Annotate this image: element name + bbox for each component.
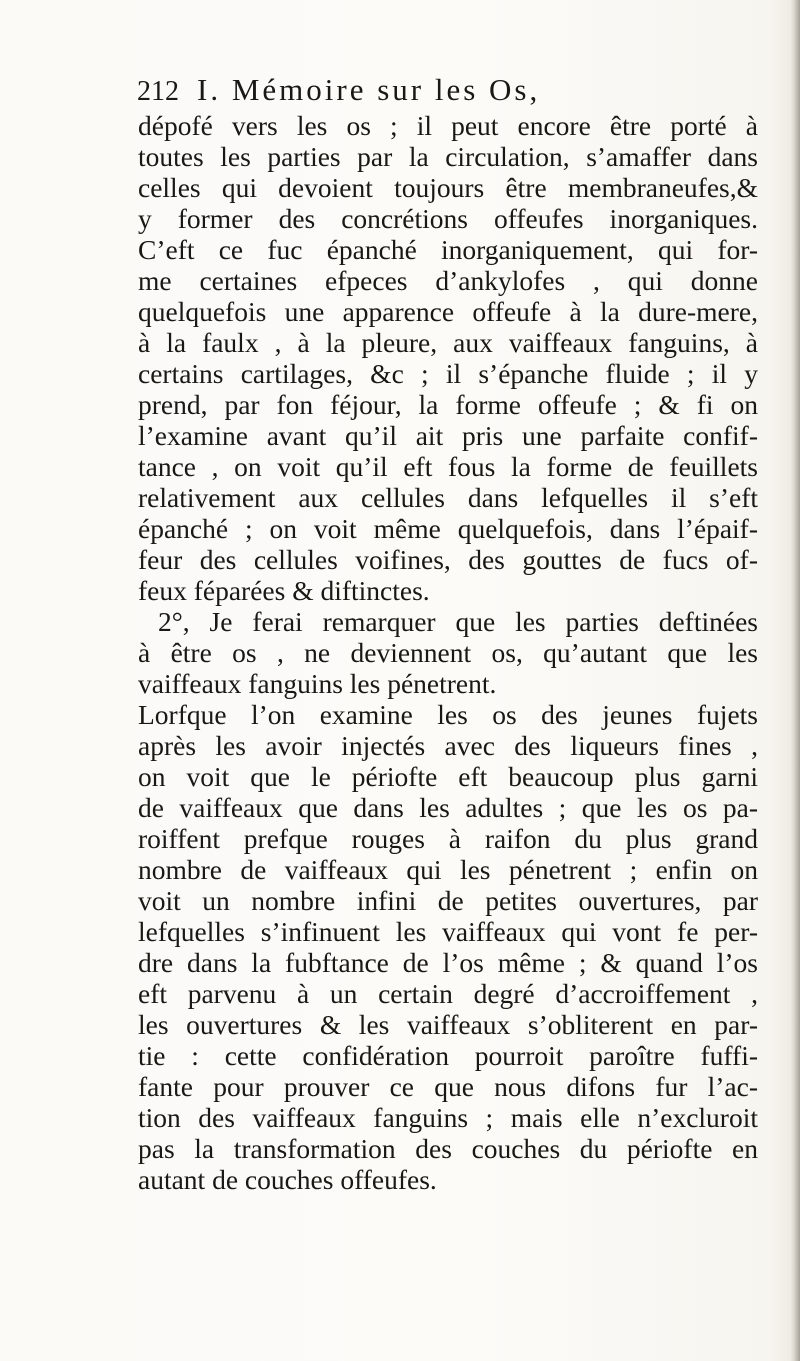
text-line: l’examine avant qu’il ait pris une parfaite confif- (138, 420, 758, 451)
body-text (138, 110, 758, 1195)
running-title: I. Mémoire sur les Os, (197, 72, 541, 107)
text-line: quelquefois une apparence offeufe à la dure-mere, (138, 296, 758, 327)
text-line: toutes les parties par la circulation, s’amaffer dans (138, 141, 758, 172)
text-line: on voit que le périofte eft beaucoup plus garni (138, 761, 758, 792)
text-line: voit un nombre infini de petites ouvertures, par (138, 885, 758, 916)
text-line: eft parvenu à un certain degré d’accroiffement , (138, 978, 758, 1009)
text-line: y former des concrétions offeufes inorganiques. (138, 203, 758, 234)
text-line: prend, par fon féjour, la forme offeufe ; & fi on (138, 389, 758, 420)
text-line: roiffent prefque rouges à raifon du plus grand (138, 823, 758, 854)
text-line: fante pour prouver ce que nous difons fur l’ac- (138, 1071, 758, 1102)
text-line: lefquelles s’infinuent les vaiffeaux qui vont fe per- (138, 916, 758, 947)
text-line: nombre de vaiffeaux qui les pénetrent ; enfin on (138, 854, 758, 885)
text-line: dépofé vers les os ; il peut encore être porté à (138, 110, 758, 141)
page-binding-shadow (790, 0, 800, 1361)
text-line: épanché ; on voit même quelquefois, dans l’épaif- (138, 513, 758, 544)
text-line: dre dans la fubftance de l’os même ; & quand l’os (138, 947, 758, 978)
text-line: pas la transformation des couches du périofte en (138, 1133, 758, 1164)
text-line: feux féparées & diftinctes. (138, 575, 430, 606)
text-line: autant de couches offeufes. (138, 1164, 437, 1195)
text-line: de vaiffeaux que dans les adultes ; que les os pa- (138, 792, 758, 823)
text-line: à la faulx , à la pleure, aux vaiffeaux fanguins, à (138, 327, 758, 358)
text-line: vaiffeaux fanguins les pénetrent. (138, 668, 497, 699)
text-line: à être os , ne deviennent os, qu’autant que les (138, 637, 758, 668)
text-line: tion des vaiffeaux fanguins ; mais elle n’excluroit (138, 1102, 758, 1133)
text-line: C’eft ce fuc épanché inorganiquement, qui for- (138, 234, 758, 265)
text-line: certains cartilages, &c ; il s’épanche fluide ; il y (138, 358, 758, 389)
page-number: 212 (137, 76, 179, 107)
text-line: feur des cellules voifines, des gouttes de fucs of- (138, 544, 758, 575)
text-line: tance , on voit qu’il eft fous la forme de feuillets (138, 451, 758, 482)
text-line: les ouvertures & les vaiffeaux s’obliterent en par- (138, 1009, 758, 1040)
text-line: Lorfque l’on examine les os des jeunes fujets (138, 699, 758, 730)
text-line: relativement aux cellules dans lefquelles il s’eft (138, 482, 758, 513)
text-line: tie : cette confidération pourroit paroître fuffi- (138, 1040, 758, 1071)
text-line: après les avoir injectés avec des liqueurs fines , (138, 730, 758, 761)
text-line: me certaines efpeces d’ankylofes , qui donne (138, 265, 758, 296)
text-line: celles qui devoient toujours être membraneufes,& (138, 172, 758, 203)
text-line: 2°, Je ferai remarquer que les parties deftinées (158, 606, 758, 637)
